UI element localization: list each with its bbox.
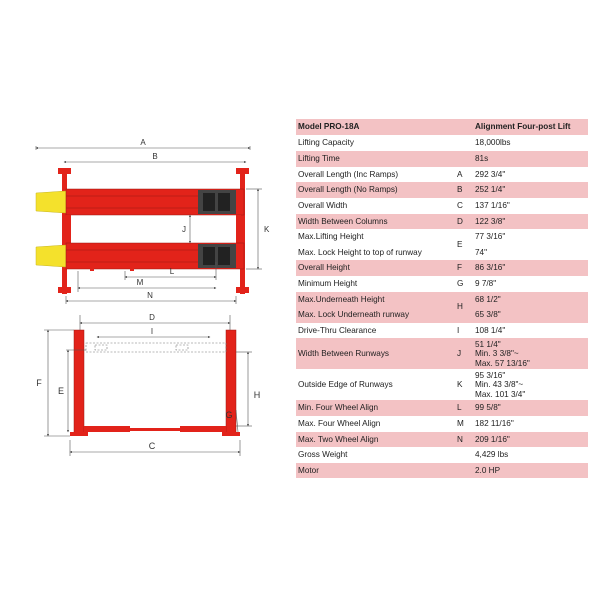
label-c: C — [148, 441, 156, 451]
label-b: B — [152, 152, 158, 161]
spec-row: Minimum Height G 9 7/8" — [296, 276, 588, 292]
spec-row: Width Between Columns D 122 3/8" — [296, 214, 588, 230]
label-h: H — [253, 390, 261, 400]
raised-platform-outline — [86, 343, 226, 352]
front-view — [36, 313, 260, 456]
spec-row: Overall Width C 137 1/16" — [296, 198, 588, 214]
label-i: I — [150, 327, 154, 336]
dimension-f — [36, 330, 74, 436]
label-m: M — [136, 278, 144, 287]
label-e: E — [57, 386, 65, 396]
dimension-h — [236, 352, 260, 426]
spec-row: Max. Two Wheel Align N 209 1/16" — [296, 432, 588, 448]
spec-row: Min. Four Wheel Align L 99 5/8" — [296, 400, 588, 416]
label-f: F — [36, 378, 42, 388]
label-a: A — [140, 138, 146, 147]
label-j: J — [182, 225, 186, 234]
lift-diagram — [0, 0, 290, 600]
upper-runway — [36, 189, 244, 215]
dimension-i — [97, 327, 210, 337]
spec-row: Drive-Thru Clearance I 108 1/4" — [296, 323, 588, 339]
spec-header-type: Alignment Four-post Lift — [473, 119, 588, 135]
spec-row: Motor 2.0 HP — [296, 463, 588, 479]
dimension-j — [182, 215, 190, 243]
label-l: L — [169, 267, 175, 276]
label-k: K — [264, 225, 270, 234]
label-d: D — [149, 313, 155, 322]
spec-row: Overall Height F 86 3/16" — [296, 260, 588, 276]
front-column-left — [74, 330, 84, 434]
lowered-runways — [84, 426, 226, 432]
upper-ramp — [36, 191, 66, 213]
spec-header-model: Model PRO-18A — [296, 119, 455, 135]
dimension-d — [80, 313, 230, 330]
spec-row: Max. Lock Underneath runway 65 3/8" — [296, 307, 588, 323]
lower-ramp — [36, 245, 66, 267]
spec-row: Overall Length (Inc Ramps) A 292 3/4" — [296, 167, 588, 183]
spec-row: Max. Four Wheel Align M 182 11/16" — [296, 416, 588, 432]
spec-row: Gross Weight 4,429 lbs — [296, 447, 588, 463]
spec-header-row — [296, 119, 588, 135]
dimension-m — [78, 271, 216, 292]
spec-row: Lifting Capacity 18,000lbs — [296, 135, 588, 151]
dimension-k — [246, 189, 270, 269]
spec-row: Max.Lifting Height E 77 3/16" — [296, 229, 588, 245]
spec-row: Lifting Time 81s — [296, 151, 588, 167]
dimension-b — [64, 152, 246, 162]
top-view — [36, 138, 270, 304]
spec-row: Max.Underneath Height H 68 1/2" — [296, 292, 588, 308]
spec-row: Overall Length (No Ramps) B 252 1/4" — [296, 182, 588, 198]
dimension-n — [66, 291, 236, 304]
spec-row: Width Between Runways J 51 1/4" Min. 3 3/8"~ Max. 57 13/16" — [296, 338, 588, 369]
label-n: N — [147, 291, 153, 300]
lower-runway — [36, 243, 244, 271]
label-g: G — [225, 410, 233, 420]
spec-row: Outside Edge of Runways K 95 3/16" Min. 43 3/8"~ Max. 101 3/4" — [296, 369, 588, 400]
dimension-a — [36, 138, 250, 150]
spec-row: Max. Lock Height to top of runway 74" — [296, 245, 588, 261]
dimension-c — [70, 440, 240, 456]
spec-table — [296, 119, 588, 478]
